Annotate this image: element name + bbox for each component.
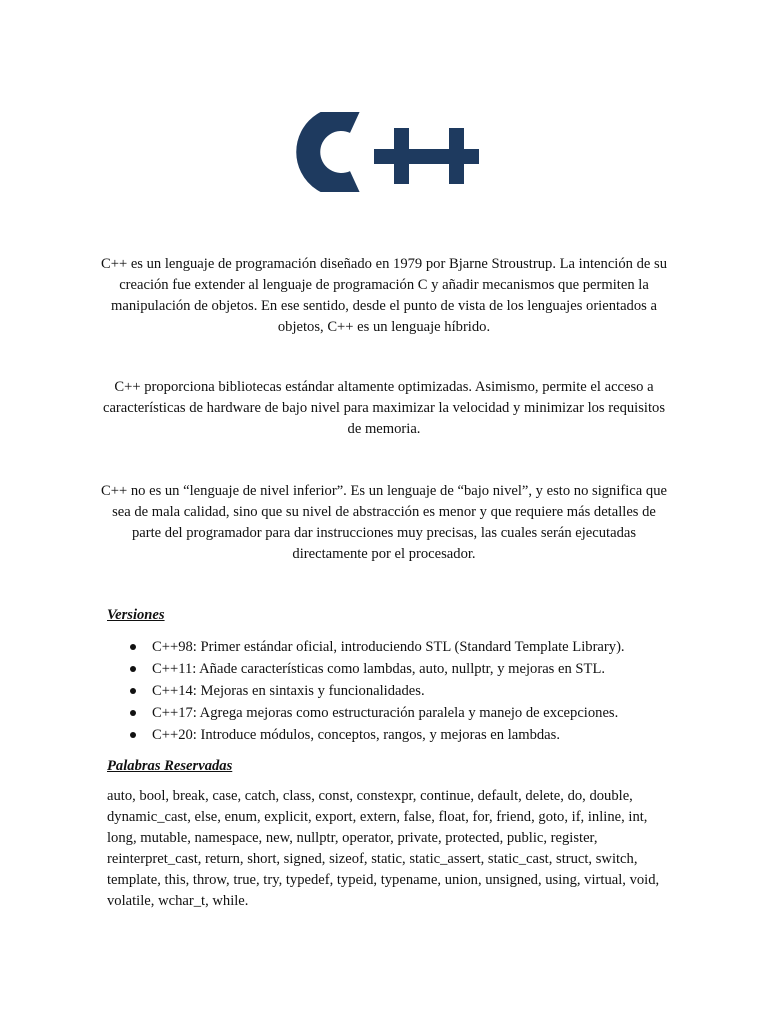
versions-list <box>107 636 707 746</box>
list-item <box>107 724 707 746</box>
version-text: C++98: Primer estándar oficial, introduciendo STL (Standard Template Library). <box>152 639 625 655</box>
version-text: C++17: Agrega mejoras como estructuración paralela y manejo de excepciones. <box>152 705 619 721</box>
intro-paragraph-2: C++ proporciona bibliotecas estándar altamente optimizadas. Asimismo, permite el acceso a características de hardware de bajo nivel para maximizar la velocidad y minimizar los requisitos de memoria. <box>102 379 666 437</box>
list-item <box>107 658 707 680</box>
bullet-icon <box>130 666 136 672</box>
bullet-icon <box>130 710 136 716</box>
logo-plus-2-horizontal <box>428 149 479 164</box>
logo-letter-c <box>308 119 355 185</box>
reserved-words-text: auto, bool, break, case, catch, class, const, constexpr, continue, default, delete, do, double, dynamic_cast, else, enum, explicit, export, extern, false, float, for, friend, goto, if, inline, int, long, mutable, namespace, new, nullptr, operator, private, protected, public, register, reinterpret_cast, return, short, signed, sizeof, static, static_assert, static_cast, struct, switch, template, this, throw, true, try, typedef, typeid, typename, union, unsigned, using, virtual, void, volatile, wchar_t, while. <box>107 788 660 909</box>
bullet-icon <box>130 732 136 738</box>
version-text: C++14: Mejoras en sintaxis y funcionalidades. <box>152 683 425 699</box>
cpp-logo <box>287 112 479 192</box>
version-text: C++11: Añade características como lambdas, auto, nullptr, y mejoras en STL. <box>152 661 606 677</box>
list-item <box>107 702 707 724</box>
versions-heading: Versiones <box>107 607 165 623</box>
version-text: C++20: Introduce módulos, conceptos, rangos, y mejoras en lambdas. <box>152 727 560 743</box>
reserved-words-heading: Palabras Reservadas <box>107 758 233 774</box>
list-item <box>107 636 707 658</box>
intro-paragraph-1: C++ es un lenguaje de programación diseñado en 1979 por Bjarne Stroustrup. La intención de su creación fue extender al lenguaje de programación C y añadir mecanismos que permiten la manipulación de objetos. En ese sentido, desde el punto de vista de los lenguajes orientados a objetos, C++ es un lenguaje híbrido. <box>100 256 668 335</box>
logo-plus-1-horizontal <box>374 149 429 164</box>
bullet-icon <box>130 688 136 694</box>
intro-paragraph-3: C++ no es un “lenguaje de nivel inferior”. Es un lenguaje de “bajo nivel”, y esto no significa que sea de mala calidad, sino que su nivel de abstracción es menor y que requiere más detalles de parte del programador para dar instrucciones muy precisas, las cuales serán ejecutadas directamente por el procesador. <box>101 483 667 562</box>
list-item <box>107 680 707 702</box>
bullet-icon <box>130 644 136 650</box>
